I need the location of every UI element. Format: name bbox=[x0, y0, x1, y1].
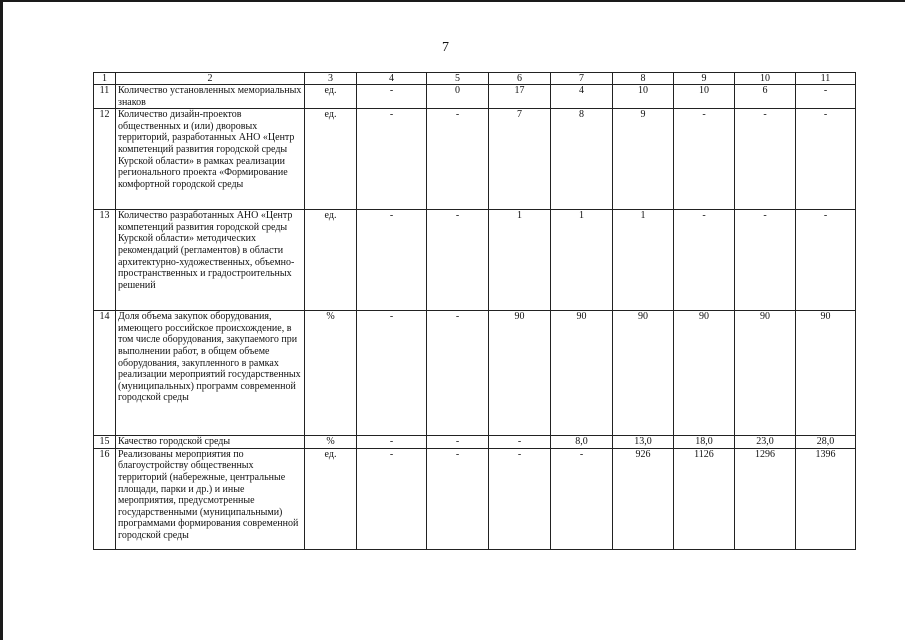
column-header: 7 bbox=[551, 73, 613, 85]
value-cell: - bbox=[357, 436, 427, 449]
value-cell: 28,0 bbox=[796, 436, 856, 449]
value-cell: - bbox=[735, 210, 796, 311]
unit-cell: ед. bbox=[305, 109, 357, 210]
value-cell: 1126 bbox=[674, 448, 735, 549]
value-cell: - bbox=[489, 436, 551, 449]
scan-edge-top bbox=[0, 0, 905, 2]
value-cell: - bbox=[796, 109, 856, 210]
table-row bbox=[94, 210, 856, 311]
value-cell: 8,0 bbox=[551, 436, 613, 449]
indicator-name: Количество установленных мемориальных знаков bbox=[116, 85, 305, 109]
row-number: 14 bbox=[94, 311, 116, 436]
value-cell: - bbox=[489, 448, 551, 549]
value-cell: 10 bbox=[613, 85, 674, 109]
column-header: 9 bbox=[674, 73, 735, 85]
value-cell: 1 bbox=[489, 210, 551, 311]
row-number: 13 bbox=[94, 210, 116, 311]
indicator-name: Количество дизайн-проектов общественных и (или) дворовых территорий, разработанных АНО «Центр компетенций развития городской среды Курской области» в рамках реализации регионального проекта «Формирование комфортной городской среды bbox=[116, 109, 305, 210]
column-number-row bbox=[94, 73, 856, 85]
value-cell: 17 bbox=[489, 85, 551, 109]
column-header: 1 bbox=[94, 73, 116, 85]
value-cell: 10 bbox=[674, 85, 735, 109]
unit-cell: % bbox=[305, 311, 357, 436]
value-cell: - bbox=[357, 109, 427, 210]
indicator-name: Количество разработанных АНО «Центр компетенций развития городской среды Курской области» методических рекомендаций (регламентов) в области архитектурно-художественных, объемно-пространственных и градостроительных решений bbox=[116, 210, 305, 311]
row-number: 15 bbox=[94, 436, 116, 449]
value-cell: 23,0 bbox=[735, 436, 796, 449]
value-cell: - bbox=[427, 210, 489, 311]
unit-cell: % bbox=[305, 436, 357, 449]
column-header: 6 bbox=[489, 73, 551, 85]
table-row bbox=[94, 448, 856, 549]
column-header: 2 bbox=[116, 73, 305, 85]
page-number: 7 bbox=[442, 40, 449, 55]
indicator-name: Реализованы мероприятия по благоустройству общественных территорий (набережные, центральные площади, парки и др.) и иные мероприятия, предусмотренные государственными (муниципальными) программами формирования современной городской среды bbox=[116, 448, 305, 549]
scan-edge-left bbox=[0, 0, 3, 640]
value-cell: 90 bbox=[489, 311, 551, 436]
value-cell: - bbox=[427, 109, 489, 210]
value-cell: 90 bbox=[551, 311, 613, 436]
value-cell: 1 bbox=[613, 210, 674, 311]
value-cell: - bbox=[796, 210, 856, 311]
value-cell: - bbox=[735, 109, 796, 210]
table-row bbox=[94, 109, 856, 210]
column-header: 11 bbox=[796, 73, 856, 85]
value-cell: 4 bbox=[551, 85, 613, 109]
value-cell: 8 bbox=[551, 109, 613, 210]
value-cell: - bbox=[674, 210, 735, 311]
table-row bbox=[94, 85, 856, 109]
table-row bbox=[94, 311, 856, 436]
value-cell: - bbox=[357, 85, 427, 109]
column-header: 4 bbox=[357, 73, 427, 85]
value-cell: - bbox=[427, 436, 489, 449]
column-header: 5 bbox=[427, 73, 489, 85]
value-cell: - bbox=[674, 109, 735, 210]
value-cell: 1296 bbox=[735, 448, 796, 549]
value-cell: 90 bbox=[796, 311, 856, 436]
column-header: 10 bbox=[735, 73, 796, 85]
unit-cell: ед. bbox=[305, 448, 357, 549]
value-cell: 7 bbox=[489, 109, 551, 210]
value-cell: - bbox=[551, 448, 613, 549]
row-number: 12 bbox=[94, 109, 116, 210]
value-cell: 90 bbox=[735, 311, 796, 436]
value-cell: - bbox=[357, 311, 427, 436]
indicators-table bbox=[93, 72, 856, 550]
column-header: 3 bbox=[305, 73, 357, 85]
value-cell: 6 bbox=[735, 85, 796, 109]
value-cell: - bbox=[357, 448, 427, 549]
column-header: 8 bbox=[613, 73, 674, 85]
row-number: 11 bbox=[94, 85, 116, 109]
value-cell: - bbox=[357, 210, 427, 311]
unit-cell: ед. bbox=[305, 85, 357, 109]
indicator-name: Доля объема закупок оборудования, имеющего российское происхождение, в том числе оборудования, закупаемого при выполнении работ, в общем объеме оборудования, закупленного в рамках реализации мероприятий государственных (муниципальных) программ современной городской среды bbox=[116, 311, 305, 436]
value-cell: 1 bbox=[551, 210, 613, 311]
value-cell: 0 bbox=[427, 85, 489, 109]
indicator-name: Качество городской среды bbox=[116, 436, 305, 449]
value-cell: 90 bbox=[613, 311, 674, 436]
value-cell: - bbox=[427, 311, 489, 436]
value-cell: - bbox=[427, 448, 489, 549]
value-cell: 13,0 bbox=[613, 436, 674, 449]
value-cell: 1396 bbox=[796, 448, 856, 549]
value-cell: 18,0 bbox=[674, 436, 735, 449]
table-row bbox=[94, 436, 856, 449]
row-number: 16 bbox=[94, 448, 116, 549]
value-cell: 90 bbox=[674, 311, 735, 436]
unit-cell: ед. bbox=[305, 210, 357, 311]
value-cell: 926 bbox=[613, 448, 674, 549]
value-cell: - bbox=[796, 85, 856, 109]
value-cell: 9 bbox=[613, 109, 674, 210]
